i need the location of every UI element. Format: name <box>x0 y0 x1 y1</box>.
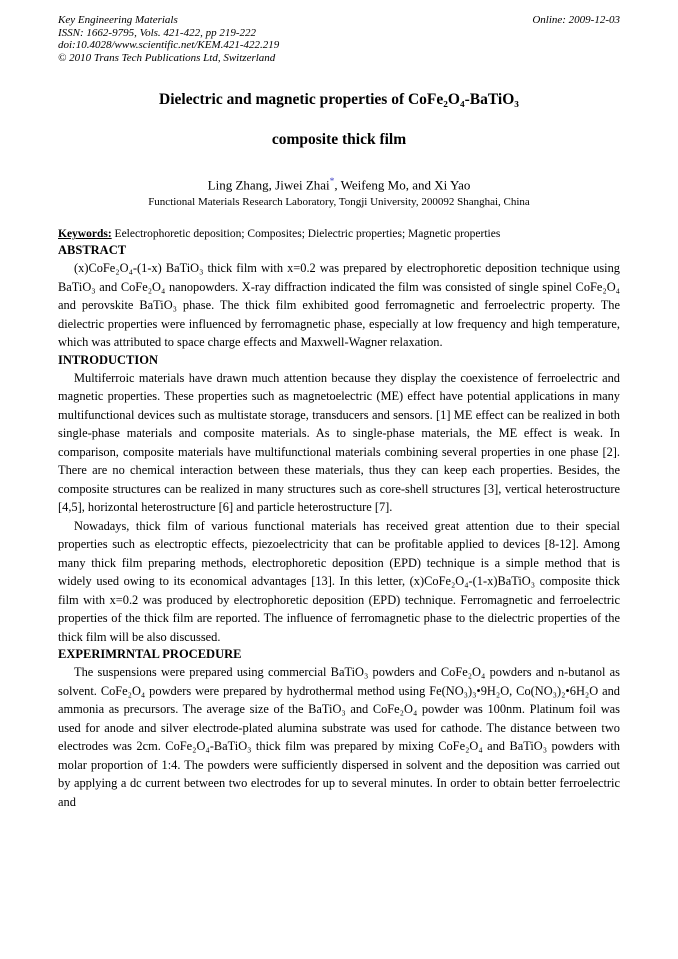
authors-before-asterisk: Ling Zhang, Jiwei Zhai <box>207 177 330 193</box>
journal-header <box>58 14 620 64</box>
section-experimental <box>58 646 620 811</box>
doi-line: doi:10.4028/www.scientific.net/KEM.421-422.219 <box>58 39 280 51</box>
introduction-heading: INTRODUCTION <box>58 352 159 367</box>
experimental-paragraph: The suspensions were prepared using commercial BaTiO₃ powders and CoFe₂O₄ powders and n-butanol as solvent. CoFe₂O₄ powders were prepared by hydrothermal method using Fe(NO₃)₃•9H₂O, Co(NO₃)₂•6H₂O and ammonia as precursors. The average size of the BaTiO₃ and CoFe₂O₄ powder was 100nm. Platinum foil was used for anode and silver electrode-plated alumina substrate was used for cathode. The distance between two electrodes was 2cm. CoFe₂O₄-BaTiO₃ thick film was prepared by mixing CoFe₂O₄ and BaTiO₃ powders with molar proportion of 1:4. The powders were sufficiently dispersed in solvent and the deposition was carried out by applying a dc current between two electrodes for up to several minutes. In order to obtain better ferroelectric and <box>58 665 620 809</box>
keywords-text: Eelectrophoretic deposition; Composites; Dielectric properties; Magnetic properties <box>111 228 501 241</box>
abstract-heading: ABSTRACT <box>58 243 127 258</box>
section-introduction <box>58 352 620 647</box>
authors-after-asterisk: , Weifeng Mo, and Xi Yao <box>334 177 471 193</box>
paper-title-line1: Dielectric and magnetic properties of CoFe₂O₄-BaTiO₃ <box>159 91 519 108</box>
affiliation-line: Functional Materials Research Laboratory, Tongji University, 200092 Shanghai, China <box>148 196 530 209</box>
paper-title <box>58 90 620 150</box>
copyright-line: © 2010 Trans Tech Publications Ltd, Switzerland <box>58 51 276 64</box>
journal-info-block <box>58 14 279 64</box>
paper-title-line2: composite thick film <box>271 131 407 148</box>
online-date: Online: 2009-12-03 <box>532 14 620 26</box>
issn-line: ISSN: 1662-9795, Vols. 421-422, pp 219-222 <box>58 26 256 39</box>
experimental-heading: EXPERIMRNTAL PROCEDURE <box>58 647 242 662</box>
corresponding-author-asterisk: * <box>329 177 335 187</box>
abstract-paragraph: (x)CoFe₂O₄-(1-x) BaTiO₃ thick film with x=0.2 was prepared by electrophoretic deposition technique using BaTiO₃ and CoFe₂O₄ nanopowders. X-ray diffraction indicated the film was consisted of single spinel CoFe₂O₄ and perovskite BaTiO₃ phase. The thick film exhibited good ferromagnetic and ferroelectric property. The dielectric properties were influenced by ferromagnetic phase, especially at low frequency and high temperature, which was attributed to space charge effects and Maxwell-Wagner relaxation. <box>58 261 620 350</box>
journal-name: Key Engineering Materials <box>58 14 178 26</box>
section-abstract <box>58 242 620 352</box>
keywords-line <box>58 227 620 242</box>
author-line <box>58 174 620 193</box>
keywords-label: Keywords: <box>58 228 112 241</box>
introduction-paragraph-1: Multiferroic materials have drawn much attention because they display the coexistence of ferroelectric and magnetic properties. These properties such as magnetoelectric (ME) effect have potential applications in many multifunctional devices such as multistate storage, transducers and sensors. [1] ME effect can be realized in both single-phase materials and composite materials. As to single-phase materials, the ME effect is weak. In comparison, composite materials have multifunctional materials combining several properties in one phase [2]. There are no chemical interaction between these materials, thus they can keep each properties. Besides, the composite structures can be realized in many structures such as core-shell structures [3], vertical heterostructure [4,5], horizontal heterostructure [6] and particle heterostructure [7]. <box>58 370 620 515</box>
introduction-paragraph-2: Nowadays, thick film of various functional materials has received great attention due to their special properties such as electroptic effects, piezoelectricity that can be profitable applied to devices [8-12]. Among many thick film preparing methods, electrophoretic deposition (EPD) technique is a simple method that is widely used owing to its economical advantages [13]. In this letter, (x)CoFe₂O₄-(1-x)BaTiO₃ composite thick film with x=0.2 was produced by electrophoretic deposition (EPD) technique. Ferromagnetic and ferroelectric properties of the thick film are reported. The influence of ferromagnetic phase to the dielectric properties of the thick film will be also discussed. <box>58 518 620 644</box>
